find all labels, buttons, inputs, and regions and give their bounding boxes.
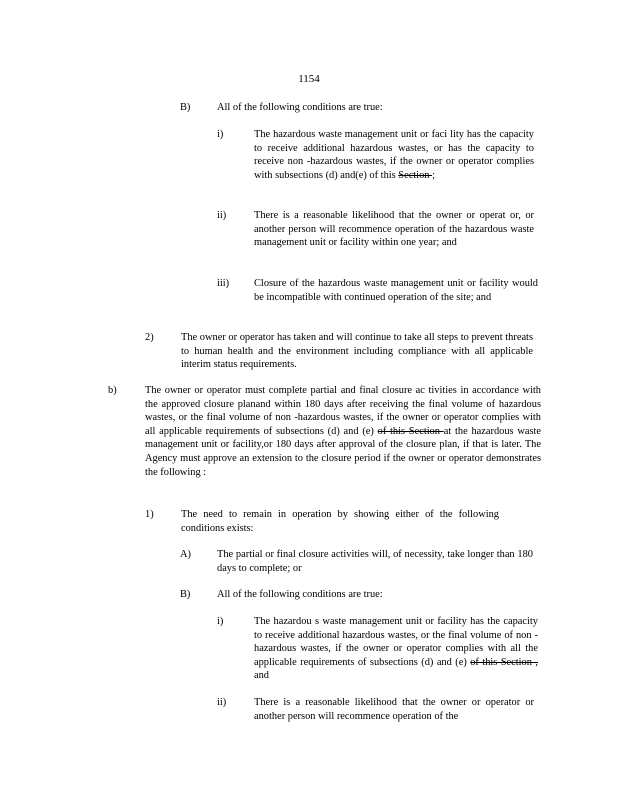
item-text bbox=[181, 331, 533, 372]
item-text bbox=[254, 277, 538, 304]
item-label: ii) bbox=[217, 210, 227, 221]
text-run: There is a reasonable likelihood that the owner or operator or another person will recommence operation of the bbox=[254, 697, 534, 722]
item-text bbox=[254, 615, 538, 683]
item-label: i) bbox=[217, 129, 224, 140]
text-run: The hazardou s waste management unit or facility has the capacity to receive additional hazardous wastes, or the final volume of non -hazardous wastes, if the owner or operator complies with all the applicable requirements of subsections (d) and (e) bbox=[254, 616, 538, 668]
item-label: A) bbox=[180, 549, 191, 560]
text-run: The hazardous waste management unit or faci lity has the capacity to receive additional hazardous wastes, or has the capacity to receive non -hazardous wastes, if the owner or operator complies with subsections (d) and(e) of this bbox=[254, 129, 534, 181]
item-label: B) bbox=[180, 102, 191, 113]
item-label: ii) bbox=[217, 697, 227, 708]
page-number: 1154 bbox=[298, 73, 320, 85]
item-text bbox=[217, 548, 533, 575]
text-run: All of the following conditions are true: bbox=[217, 102, 383, 113]
item-label: b) bbox=[108, 385, 117, 396]
text-run: The need to remain in operation by showing either of the following conditions exists: bbox=[181, 509, 499, 534]
item-label: 2) bbox=[145, 332, 154, 343]
item-text bbox=[254, 696, 534, 723]
text-run: The partial or final closure activities will, of necessity, take longer than 180 days to complete; or bbox=[217, 549, 533, 574]
item-label: i) bbox=[217, 616, 224, 627]
item-text bbox=[254, 209, 534, 250]
text-run: All of the following conditions are true: bbox=[217, 589, 383, 600]
item-label: 1) bbox=[145, 509, 154, 520]
text-run: There is a reasonable likelihood that the owner or operat or, or another person will recommence operation of the hazardous waste management unit or facility within one year; and bbox=[254, 210, 534, 249]
item-text bbox=[145, 384, 541, 479]
text-run: and bbox=[254, 670, 270, 682]
struck-text: Section bbox=[398, 169, 433, 181]
item-label: iii) bbox=[217, 278, 230, 289]
item-text bbox=[254, 128, 534, 182]
text-run: at the hazardous waste management unit or facility,or 180 days after approval of the closure plan, if that is later. The Agency must approve an extension to the closure period if the owner or operator demonstrates the following : bbox=[145, 425, 541, 478]
item-text bbox=[181, 508, 499, 535]
item-text bbox=[217, 101, 517, 115]
item-text bbox=[217, 588, 517, 602]
struck-text: of this Section bbox=[377, 425, 444, 437]
text-run: ; bbox=[432, 169, 435, 181]
text-run: The owner or operator must complete partial and final closure ac tivities in accordance with the approved closure planand within 180 days after receiving the final volume of hazardous wastes, or the final volume of non -hazardous wastes, if the owner or operator complies with all applicable requirements of subsections (d) and (e) bbox=[145, 385, 541, 437]
text-run: The owner or operator has taken and will continue to take all steps to prevent threats to human health and the environment including compliance with all applicable interim status requirements. bbox=[181, 332, 533, 371]
struck-text: of this Section , bbox=[470, 656, 538, 668]
item-label: B) bbox=[180, 589, 191, 600]
text-run: Closure of the hazardous waste management unit or facility would be incompatible with continued operation of the site; and bbox=[254, 278, 538, 303]
